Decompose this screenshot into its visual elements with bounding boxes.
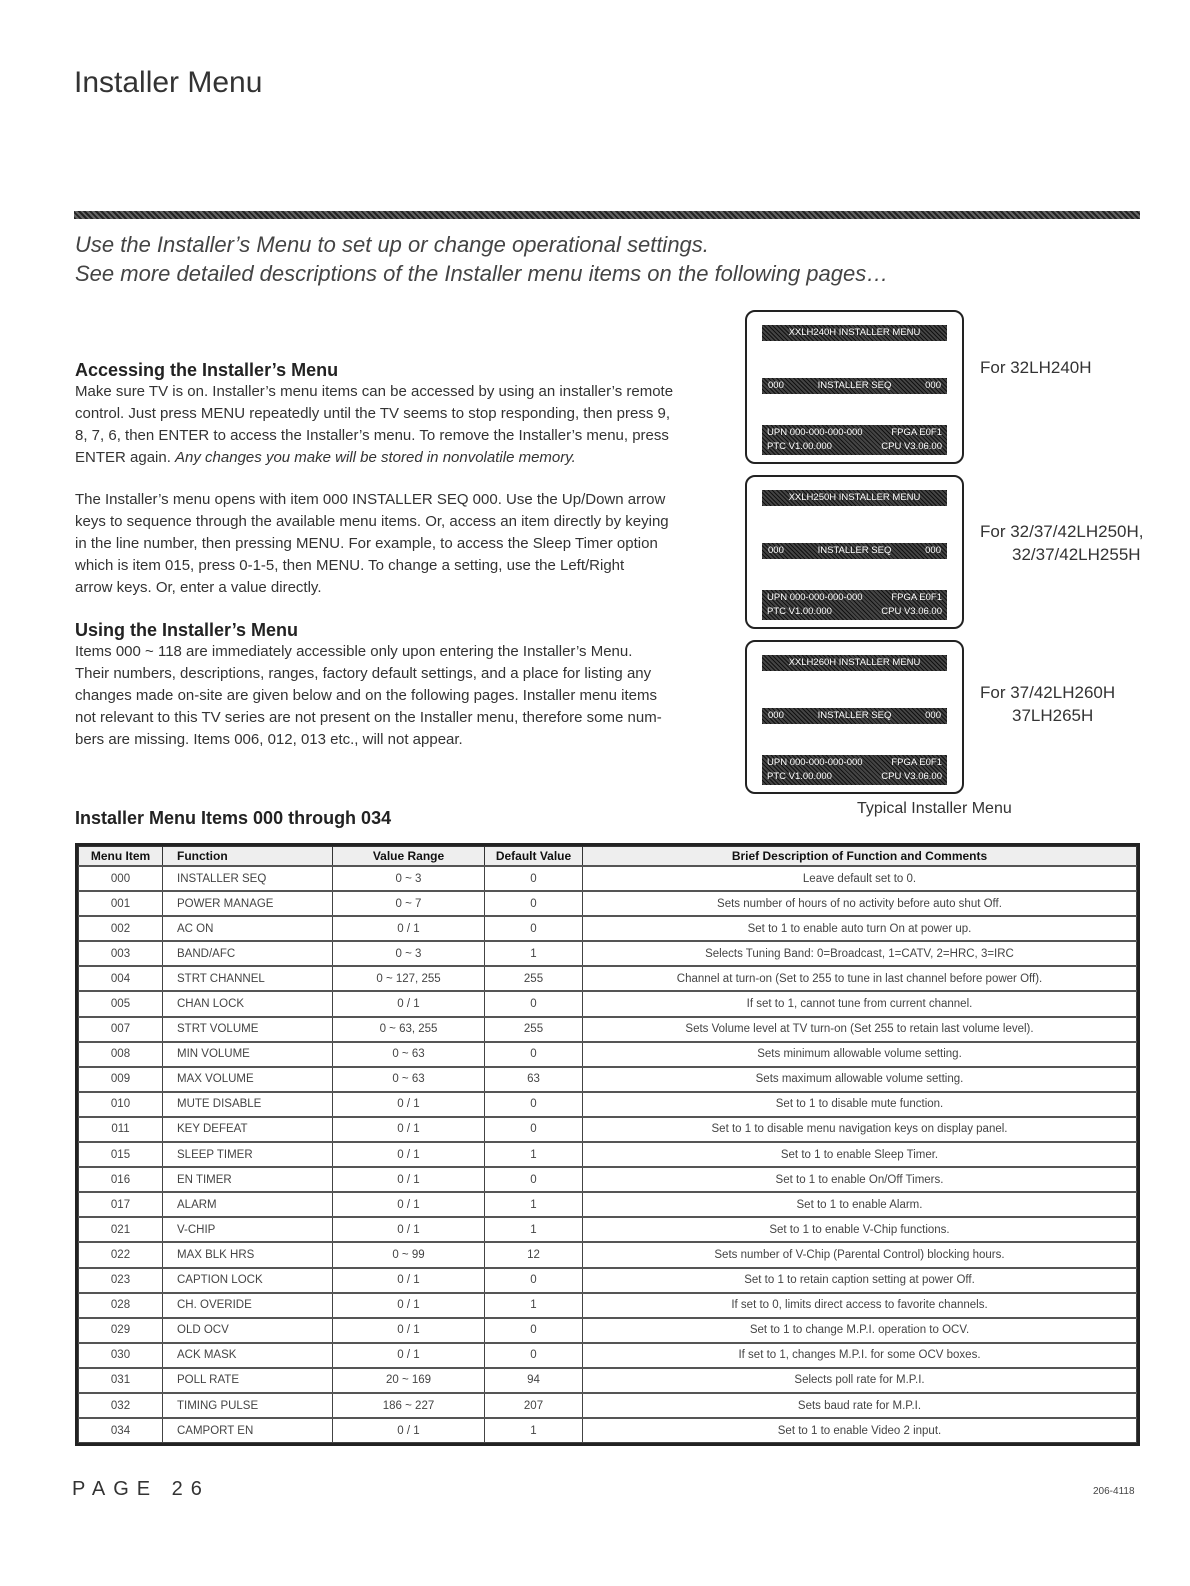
installer-screen-240h xyxy=(745,310,964,464)
table-row xyxy=(79,941,1137,966)
cell-description: Set to 1 to enable auto turn On at power up. xyxy=(583,916,1137,941)
seq-number: 000 xyxy=(768,545,784,556)
table-row xyxy=(79,1418,1137,1442)
cell-function: KEY DEFEAT xyxy=(163,1117,333,1142)
cell-default-value: 0 xyxy=(485,1092,583,1117)
table-row xyxy=(79,1092,1137,1117)
installer-screen-250h xyxy=(745,475,964,629)
cell-value-range: 186 ~ 227 xyxy=(333,1393,485,1418)
cell-function: CAPTION LOCK xyxy=(163,1268,333,1293)
cell-function: ALARM xyxy=(163,1192,333,1217)
cell-default-value: 0 xyxy=(485,991,583,1016)
opens-line: arrow keys. Or, enter a value directly. xyxy=(75,579,322,596)
cell-default-value: 0 xyxy=(485,916,583,941)
using-line: not relevant to this TV series are not present on the Installer menu, therefore some num- xyxy=(75,709,662,726)
table-row xyxy=(79,1117,1137,1142)
table-row xyxy=(79,866,1137,891)
col-header-default-value: Default Value xyxy=(485,847,583,867)
model-line: For 37/42LH260H xyxy=(980,683,1116,702)
cell-description: Set to 1 to disable mute function. xyxy=(583,1092,1137,1117)
cell-value-range: 20 ~ 169 xyxy=(333,1368,485,1393)
cell-default-value: 94 xyxy=(485,1368,583,1393)
header-rule xyxy=(74,211,1140,219)
model-line: 37LH265H xyxy=(1012,706,1094,725)
cell-function: STRT CHANNEL xyxy=(163,966,333,991)
installer-screen-260h xyxy=(745,640,964,794)
model-label-260h xyxy=(980,681,1115,727)
page-number: PAGE 26 xyxy=(72,1478,210,1500)
screen-version-bar xyxy=(762,425,947,455)
cell-function: SLEEP TIMER xyxy=(163,1142,333,1167)
using-line: Their numbers, descriptions, ranges, factory default settings, and a place for listing any xyxy=(75,665,652,682)
upn-text: UPN 000-000-000-000 xyxy=(767,427,863,438)
screen-caption: Typical Installer Menu xyxy=(857,800,1012,817)
cell-function: ACK MASK xyxy=(163,1343,333,1368)
table-row xyxy=(79,1067,1137,1092)
accessing-paragraph xyxy=(75,381,673,469)
cell-description: Set to 1 to enable V-Chip functions. xyxy=(583,1217,1137,1242)
cell-description: Selects Tuning Band: 0=Broadcast, 1=CATV, 2=HRC, 3=IRC xyxy=(583,941,1137,966)
cell-description: Sets baud rate for M.P.I. xyxy=(583,1393,1137,1418)
cell-default-value: 1 xyxy=(485,1418,583,1442)
intro-line-1: Use the Installer’s Menu to set up or change operational settings. xyxy=(75,232,709,257)
cell-default-value: 0 xyxy=(485,1268,583,1293)
cell-menu-item: 031 xyxy=(79,1368,163,1393)
cell-menu-item: 009 xyxy=(79,1067,163,1092)
seq-value: 000 xyxy=(925,710,941,721)
table-header-row xyxy=(79,847,1137,867)
cell-value-range: 0 / 1 xyxy=(333,1192,485,1217)
cell-menu-item: 001 xyxy=(79,891,163,916)
fpga-text: FPGA E0F1 xyxy=(891,592,942,603)
upn-text: UPN 000-000-000-000 xyxy=(767,757,863,768)
table-row xyxy=(79,1318,1137,1343)
cell-value-range: 0 / 1 xyxy=(333,1418,485,1442)
accessing-line: control. Just press MENU repeatedly until the TV seems to stop responding, then press 9, xyxy=(75,405,671,422)
cell-value-range: 0 ~ 63, 255 xyxy=(333,1017,485,1042)
opens-line: keys to sequence through the available menu items. Or, access an item directly by keying xyxy=(75,513,669,530)
cell-value-range: 0 / 1 xyxy=(333,916,485,941)
cell-function: POLL RATE xyxy=(163,1368,333,1393)
cell-description: Sets minimum allowable volume setting. xyxy=(583,1042,1137,1067)
cell-description: Channel at turn-on (Set to 255 to tune in last channel before power Off). xyxy=(583,966,1137,991)
cell-description: Set to 1 to change M.P.I. operation to OCV. xyxy=(583,1318,1137,1343)
cell-value-range: 0 / 1 xyxy=(333,1092,485,1117)
cell-value-range: 0 / 1 xyxy=(333,1142,485,1167)
cell-default-value: 0 xyxy=(485,866,583,891)
table-row xyxy=(79,891,1137,916)
cell-value-range: 0 / 1 xyxy=(333,1117,485,1142)
cell-value-range: 0 ~ 63 xyxy=(333,1067,485,1092)
cell-default-value: 0 xyxy=(485,1343,583,1368)
accessing-line-last xyxy=(75,447,673,469)
accessing-line: Make sure TV is on. Installer’s menu items can be accessed by using an installer’s remote xyxy=(75,383,674,400)
seq-number: 000 xyxy=(768,710,784,721)
cell-default-value: 1 xyxy=(485,1192,583,1217)
col-header-function: Function xyxy=(163,847,333,867)
cell-default-value: 1 xyxy=(485,1142,583,1167)
cell-function: CHAN LOCK xyxy=(163,991,333,1016)
table-row xyxy=(79,1142,1137,1167)
cell-function: MAX VOLUME xyxy=(163,1067,333,1092)
cell-menu-item: 004 xyxy=(79,966,163,991)
cell-value-range: 0 ~ 7 xyxy=(333,891,485,916)
table-row xyxy=(79,1042,1137,1067)
cell-default-value: 255 xyxy=(485,966,583,991)
cell-default-value: 207 xyxy=(485,1393,583,1418)
cell-menu-item: 032 xyxy=(79,1393,163,1418)
cell-value-range: 0 ~ 63 xyxy=(333,1042,485,1067)
cell-description: Sets number of hours of no activity before auto shut Off. xyxy=(583,891,1137,916)
table-row xyxy=(79,1242,1137,1267)
cell-description: Sets maximum allowable volume setting. xyxy=(583,1067,1137,1092)
cell-value-range: 0 ~ 3 xyxy=(333,941,485,966)
cell-function: OLD OCV xyxy=(163,1318,333,1343)
cell-value-range: 0 / 1 xyxy=(333,1217,485,1242)
cell-menu-item: 017 xyxy=(79,1192,163,1217)
cell-description: If set to 0, limits direct access to favorite channels. xyxy=(583,1293,1137,1318)
cell-function: BAND/AFC xyxy=(163,941,333,966)
screen-title-bar: XXLH240H INSTALLER MENU xyxy=(762,325,947,341)
cell-value-range: 0 / 1 xyxy=(333,1293,485,1318)
screen-version-bar xyxy=(762,755,947,785)
cell-function: EN TIMER xyxy=(163,1167,333,1192)
cell-description: If set to 1, changes M.P.I. for some OCV boxes. xyxy=(583,1343,1137,1368)
col-header-description: Brief Description of Function and Comments xyxy=(583,847,1137,867)
cpu-text: CPU V3.06.00 xyxy=(881,771,942,782)
seq-value: 000 xyxy=(925,545,941,556)
cell-default-value: 0 xyxy=(485,1318,583,1343)
accessing-last-italic: Any changes you make will be stored in nonvolatile memory. xyxy=(175,449,576,466)
table-row xyxy=(79,1017,1137,1042)
cell-menu-item: 034 xyxy=(79,1418,163,1442)
cell-default-value: 1 xyxy=(485,1217,583,1242)
cell-description: Sets number of V-Chip (Parental Control) blocking hours. xyxy=(583,1242,1137,1267)
cell-description: Set to 1 to enable On/Off Timers. xyxy=(583,1167,1137,1192)
cell-function: MAX BLK HRS xyxy=(163,1242,333,1267)
table-row xyxy=(79,1343,1137,1368)
cell-value-range: 0 ~ 3 xyxy=(333,866,485,891)
seq-value: 000 xyxy=(925,380,941,391)
opens-line: The Installer’s menu opens with item 000 INSTALLER SEQ 000. Use the Up/Down arrow xyxy=(75,491,666,508)
cell-menu-item: 016 xyxy=(79,1167,163,1192)
cell-function: TIMING PULSE xyxy=(163,1393,333,1418)
intro-line-2: See more detailed descriptions of the Installer menu items on the following pages… xyxy=(75,261,889,286)
opens-line: in the line number, then pressing MENU. For example, to access the Sleep Timer option xyxy=(75,535,658,552)
cpu-text: CPU V3.06.00 xyxy=(881,441,942,452)
screen-seq-bar xyxy=(762,378,947,394)
cell-function: CAMPORT EN xyxy=(163,1418,333,1442)
cell-menu-item: 002 xyxy=(79,916,163,941)
accessing-last-plain: ENTER again. xyxy=(75,449,176,466)
cell-default-value: 0 xyxy=(485,1117,583,1142)
cell-value-range: 0 / 1 xyxy=(333,1268,485,1293)
cell-menu-item: 023 xyxy=(79,1268,163,1293)
table-row xyxy=(79,1368,1137,1393)
table-row xyxy=(79,1192,1137,1217)
screen-title-bar: XXLH250H INSTALLER MENU xyxy=(762,490,947,506)
using-paragraph xyxy=(75,641,662,751)
cell-menu-item: 007 xyxy=(79,1017,163,1042)
cell-value-range: 0 ~ 127, 255 xyxy=(333,966,485,991)
using-line: bers are missing. Items 006, 012, 013 etc., will not appear. xyxy=(75,731,463,748)
cell-value-range: 0 / 1 xyxy=(333,991,485,1016)
cell-function: CH. OVERIDE xyxy=(163,1293,333,1318)
ptc-text: PTC V1.00.000 xyxy=(767,606,832,617)
document-code: 206-4118 xyxy=(1093,1486,1135,1497)
cell-description: Set to 1 to disable menu navigation keys on display panel. xyxy=(583,1117,1137,1142)
screen-seq-bar xyxy=(762,708,947,724)
accessing-heading: Accessing the Installer’s Menu xyxy=(75,360,339,380)
cell-menu-item: 010 xyxy=(79,1092,163,1117)
using-line: changes made on-site are given below and on the following pages. Installer menu items xyxy=(75,687,658,704)
seq-label: INSTALLER SEQ xyxy=(817,380,892,391)
cell-function: MIN VOLUME xyxy=(163,1042,333,1067)
cell-function: STRT VOLUME xyxy=(163,1017,333,1042)
model-label-240h xyxy=(980,356,1092,379)
cell-function: INSTALLER SEQ xyxy=(163,866,333,891)
cell-description: Sets Volume level at TV turn-on (Set 255 to retain last volume level). xyxy=(583,1017,1137,1042)
fpga-text: FPGA E0F1 xyxy=(891,757,942,768)
cell-description: Set to 1 to retain caption setting at power Off. xyxy=(583,1268,1137,1293)
cell-menu-item: 028 xyxy=(79,1293,163,1318)
opens-paragraph xyxy=(75,489,669,599)
table-row xyxy=(79,1167,1137,1192)
model-label-250h xyxy=(980,520,1144,566)
seq-number: 000 xyxy=(768,380,784,391)
accessing-line: 8, 7, 6, then ENTER to access the Installer’s menu. To remove the Installer’s menu, press xyxy=(75,427,669,444)
screen-version-bar xyxy=(762,590,947,620)
cell-function: AC ON xyxy=(163,916,333,941)
cell-function: V-CHIP xyxy=(163,1217,333,1242)
cell-value-range: 0 / 1 xyxy=(333,1167,485,1192)
cpu-text: CPU V3.06.00 xyxy=(881,606,942,617)
cell-default-value: 255 xyxy=(485,1017,583,1042)
table-row xyxy=(79,1268,1137,1293)
cell-menu-item: 003 xyxy=(79,941,163,966)
fpga-text: FPGA E0F1 xyxy=(891,427,942,438)
cell-description: Set to 1 to enable Alarm. xyxy=(583,1192,1137,1217)
model-line: For 32/37/42LH250H, xyxy=(980,522,1144,541)
cell-value-range: 0 / 1 xyxy=(333,1343,485,1368)
screen-title-bar: XXLH260H INSTALLER MENU xyxy=(762,655,947,671)
cell-menu-item: 008 xyxy=(79,1042,163,1067)
cell-menu-item: 029 xyxy=(79,1318,163,1343)
page-title: Installer Menu xyxy=(74,66,263,99)
upn-text: UPN 000-000-000-000 xyxy=(767,592,863,603)
installer-menu-table xyxy=(75,843,1140,1446)
cell-default-value: 0 xyxy=(485,891,583,916)
col-header-value-range: Value Range xyxy=(333,847,485,867)
table-row xyxy=(79,1217,1137,1242)
table-row xyxy=(79,916,1137,941)
cell-default-value: 0 xyxy=(485,1167,583,1192)
cell-menu-item: 021 xyxy=(79,1217,163,1242)
cell-default-value: 1 xyxy=(485,1293,583,1318)
seq-label: INSTALLER SEQ xyxy=(817,545,892,556)
cell-default-value: 63 xyxy=(485,1067,583,1092)
cell-function: MUTE DISABLE xyxy=(163,1092,333,1117)
using-heading: Using the Installer’s Menu xyxy=(75,620,299,640)
table-row xyxy=(79,991,1137,1016)
table-row xyxy=(79,1393,1137,1418)
cell-default-value: 12 xyxy=(485,1242,583,1267)
opens-line: which is item 015, press 0-1-5, then MENU. To change a setting, use the Left/Right xyxy=(75,557,625,574)
using-line: Items 000 ~ 118 are immediately accessible only upon entering the Installer’s Menu. xyxy=(75,643,633,660)
cell-description: Selects poll rate for M.P.I. xyxy=(583,1368,1137,1393)
cell-menu-item: 005 xyxy=(79,991,163,1016)
cell-function: POWER MANAGE xyxy=(163,891,333,916)
cell-menu-item: 022 xyxy=(79,1242,163,1267)
cell-default-value: 0 xyxy=(485,1042,583,1067)
cell-value-range: 0 ~ 99 xyxy=(333,1242,485,1267)
cell-description: Leave default set to 0. xyxy=(583,866,1137,891)
ptc-text: PTC V1.00.000 xyxy=(767,771,832,782)
col-header-menu-item: Menu Item xyxy=(79,847,163,867)
table-row xyxy=(79,1293,1137,1318)
screen-seq-bar xyxy=(762,543,947,559)
cell-default-value: 1 xyxy=(485,941,583,966)
cell-description: If set to 1, cannot tune from current channel. xyxy=(583,991,1137,1016)
seq-label: INSTALLER SEQ xyxy=(817,710,892,721)
cell-menu-item: 030 xyxy=(79,1343,163,1368)
table-row xyxy=(79,966,1137,991)
model-line: 32/37/42LH255H xyxy=(1012,545,1141,564)
cell-description: Set to 1 to enable Sleep Timer. xyxy=(583,1142,1137,1167)
cell-menu-item: 000 xyxy=(79,866,163,891)
ptc-text: PTC V1.00.000 xyxy=(767,441,832,452)
cell-menu-item: 011 xyxy=(79,1117,163,1142)
model-line: For 32LH240H xyxy=(980,358,1092,377)
cell-description: Set to 1 to enable Video 2 input. xyxy=(583,1418,1137,1442)
table-heading: Installer Menu Items 000 through 034 xyxy=(75,808,392,828)
cell-value-range: 0 / 1 xyxy=(333,1318,485,1343)
cell-menu-item: 015 xyxy=(79,1142,163,1167)
